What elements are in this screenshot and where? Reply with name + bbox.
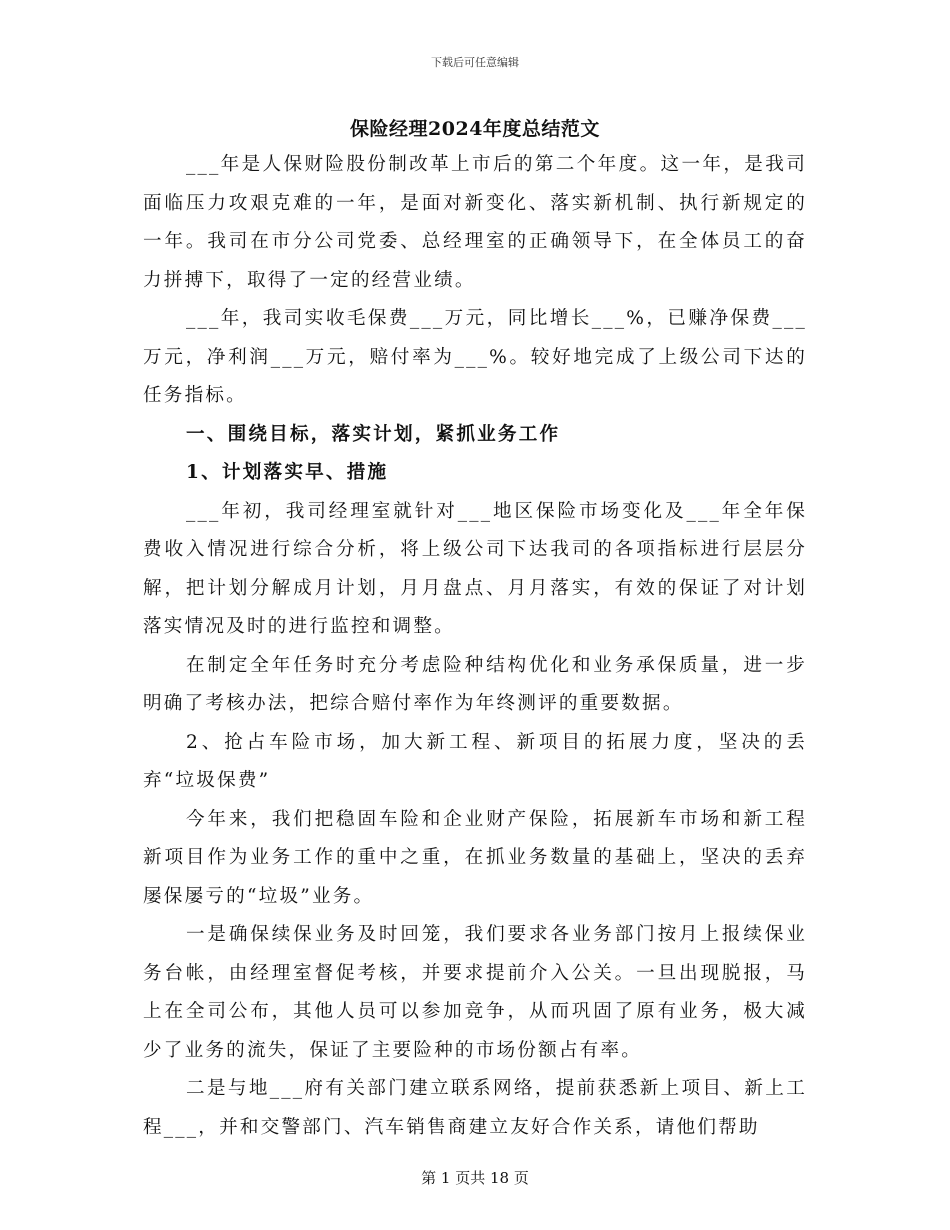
paragraph-government: 二是与地___府有关部门建立联系网络，提前获悉新上项目、新上工程___，并和交警部门、汽车销售商建立友好合作关系，请他们帮助 bbox=[143, 1078, 807, 1138]
page-header: 下载后可任意编辑 bbox=[431, 56, 519, 69]
document-body bbox=[143, 146, 807, 1147]
paragraph-intro: ___年是人保财险股份制改革上市后的第二个年度。这一年，是我司面临压力攻艰克难的一年，是面对新变化、落实新机制、执行新规定的一年。我司在市分公司党委、总经理室的正确领导下，在全体员工的奋力拼搏下，取得了一定的经营业绩。 bbox=[143, 154, 807, 291]
paragraph-plan: ___年初，我司经理室就针对___地区保险市场变化及___年全年保费收入情况进行综合分析，将上级公司下达我司的各项指标进行层层分解，把计划分解成月计划，月月盘点、月月落实，有效的保证了对计划落实情况及时的进行监控和调整。 bbox=[143, 500, 807, 637]
paragraph-assessment: 在制定全年任务时充分考虑险种结构优化和业务承保质量，进一步明确了考核办法，把综合赔付率作为年终测评的重要数据。 bbox=[143, 654, 807, 714]
subsection-heading-2: 2、抢占车险市场，加大新工程、新项目的拓展力度，坚决的丢弃“垃圾保费” bbox=[143, 731, 807, 791]
page-footer: 第 1 页共 18 页 bbox=[421, 1169, 529, 1187]
paragraph-results: ___年，我司实收毛保费___万元，同比增长___%，已赚净保费___万元，净利润___万元，赔付率为___%。较好地完成了上级公司下达的任务指标。 bbox=[143, 308, 807, 406]
paragraph-renewal: 一是确保续保业务及时回笼，我们要求各业务部门按月上报续保业务台帐，由经理室督促考核，并要求提前介入公关。一旦出现脱报，马上在全司公布，其他人员可以参加竞争，从而巩固了原有业务，极大减少了业务的流失，保证了主要险种的市场份额占有率。 bbox=[143, 924, 807, 1061]
document-title: 保险经理2024年度总结范文 bbox=[350, 118, 600, 140]
paragraph-market: 今年来，我们把稳固车险和企业财产保险，拓展新车市场和新工程新项目作为业务工作的重中之重，在抓业务数量的基础上，坚决的丢弃屡保屡亏的“垃圾”业务。 bbox=[143, 808, 807, 907]
section-heading-1: 一、围绕目标，落实计划，紧抓业务工作 bbox=[186, 423, 561, 445]
subsection-heading-1: 1、计划落实早、措施 bbox=[186, 462, 389, 483]
